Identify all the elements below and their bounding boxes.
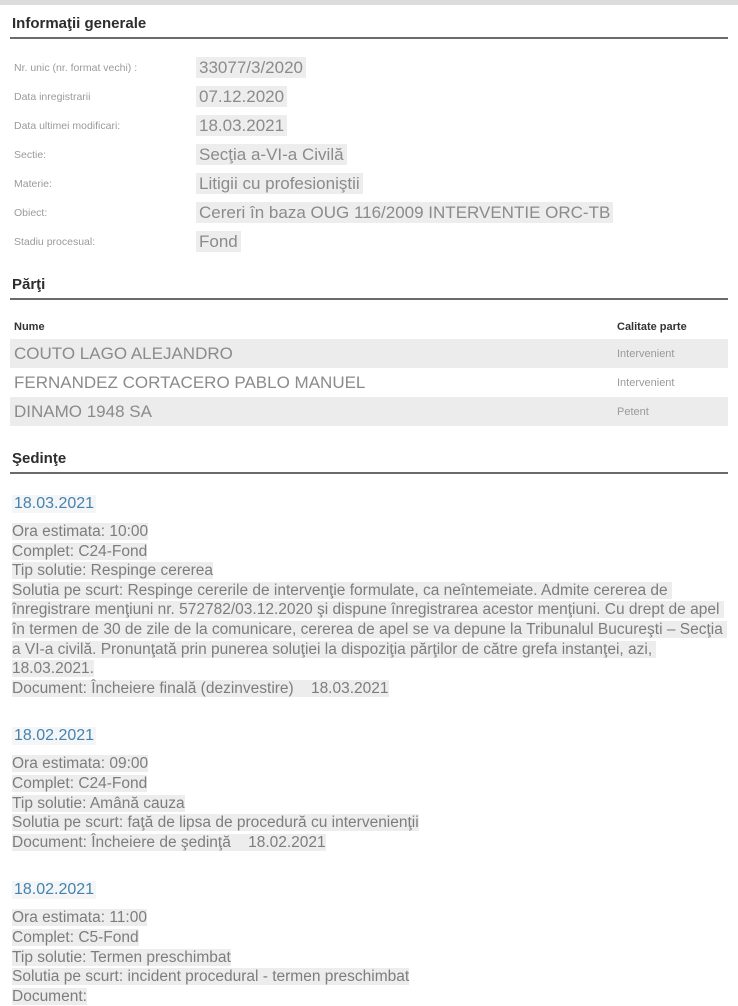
general-field-row [10, 111, 728, 140]
hearings-title: Şedinţe [10, 440, 728, 474]
party-role: Intervenient [617, 376, 675, 389]
general-field-row [10, 53, 728, 82]
general-fields [10, 39, 728, 260]
field-value: 33077/3/2020 [196, 57, 306, 78]
hearing-line [12, 679, 728, 699]
hearing-line [12, 522, 728, 542]
hearing-line [12, 542, 728, 562]
hearing-line [12, 987, 728, 1006]
hearing-details [10, 754, 728, 852]
field-label: Data inregistrarii [14, 90, 91, 103]
field-value: Cereri în baza OUG 116/2009 INTERVENTIE ORC-TB [196, 202, 613, 223]
hearing-line-text: Document: Încheiere finală (dezinvestire) 18.03.2021 [12, 679, 389, 697]
hearing-line-text: Complet: C5-Fond [12, 928, 139, 946]
hearing-line-text: Tip solutie: Termen preschimbat [12, 948, 231, 966]
hearing-line-text: Ora estimata: 11:00 [12, 909, 147, 927]
parties-table-header [10, 314, 728, 339]
general-info-title: Informaţii generale [10, 5, 728, 39]
party-name: COUTO LAGO ALEJANDRO [14, 343, 233, 363]
hearing-line-text: Document: Încheiere de şedinţă 18.02.2021 [12, 833, 326, 851]
column-header-role: Calitate parte [617, 320, 687, 333]
field-label: Materie: [14, 177, 52, 190]
general-field-row [10, 198, 728, 227]
parties-rows [10, 339, 728, 426]
hearing-line-text: Complet: C24-Fond [12, 542, 148, 560]
general-field-row [10, 82, 728, 111]
hearing-block [10, 881, 728, 1006]
field-value: 18.03.2021 [196, 115, 287, 136]
hearing-line-text: Solutia pe scurt: faţă de lipsa de procedură cu intervenienţii [12, 814, 419, 832]
hearing-line-text: Complet: C24-Fond [12, 774, 148, 792]
hearing-date-link[interactable]: 18.02.2021 [14, 881, 95, 899]
party-role: Petent [617, 405, 649, 418]
hearing-line [12, 581, 728, 679]
hearing-line [12, 833, 728, 853]
hearing-line [12, 967, 728, 987]
hearing-line-text: Ora estimata: 10:00 [12, 523, 149, 540]
hearing-details [10, 908, 728, 1006]
hearing-date-link[interactable]: 18.02.2021 [14, 727, 95, 745]
section-general-info [10, 5, 728, 260]
hearing-details [10, 522, 728, 698]
section-hearings [10, 440, 728, 1006]
hearing-line-text: Solutia pe scurt: Respinge cererile de intervenţie formulate, ca neîntemeiate. Admite cererea de înregistrare menţiuni nr. 572782/03.12.2020 şi dispune înregistrarea acestor menţiuni. Cu drept de apel în termen de 30 de zile de la comunicare, cererea de apel se va depune la Tribunalul Bucureşti – Secţia a VI-a civilă. Pronunţată prin punerea soluţiei la dispoziţia părţilor de către grefa instanţei, azi, 18.03.2021. [12, 581, 728, 678]
general-field-row [10, 227, 728, 256]
hearing-line [12, 813, 728, 833]
hearing-date-link[interactable]: 18.03.2021 [14, 495, 95, 512]
party-row [10, 368, 728, 397]
field-label: Obiect: [14, 206, 48, 219]
party-row [10, 339, 728, 368]
hearing-line-text: Tip solutie: Amână cauza [12, 794, 185, 812]
party-name: DINAMO 1948 SA [14, 401, 152, 421]
field-value: Fond [196, 231, 241, 252]
hearing-line [12, 908, 728, 928]
general-field-row [10, 169, 728, 198]
parties-title: Părţi [10, 266, 728, 300]
hearing-line-text: Tip solutie: Respinge cererea [12, 562, 214, 580]
field-value: Litigii cu profesioniştii [196, 173, 363, 194]
hearing-line [12, 948, 728, 968]
column-header-name: Nume [14, 320, 45, 333]
hearing-line [12, 774, 728, 794]
field-value: 07.12.2020 [196, 86, 287, 107]
hearing-block [10, 495, 728, 698]
field-label: Sectie: [14, 148, 47, 161]
hearing-line-text: Solutia pe scurt: incident procedural - termen preschimbat [12, 968, 410, 986]
hearings-list [10, 495, 728, 1006]
field-label: Stadiu procesual: [14, 235, 96, 248]
hearing-line [12, 561, 728, 581]
hearing-block [10, 727, 728, 852]
general-field-row [10, 140, 728, 169]
field-label: Data ultimei modificari: [14, 119, 121, 132]
hearing-line [12, 928, 728, 948]
hearing-line-text: Ora estimata: 09:00 [12, 755, 149, 773]
field-value: Secţia a-VI-a Civilă [196, 144, 347, 165]
field-label: Nr. unic (nr. format vechi) : [14, 61, 138, 74]
hearing-line [12, 754, 728, 774]
hearing-line-text: Document: [12, 987, 87, 1005]
section-parties [10, 266, 728, 426]
parties-table [10, 314, 728, 426]
party-row [10, 397, 728, 426]
party-role: Intervenient [617, 347, 675, 360]
party-name: FERNANDEZ CORTACERO PABLO MANUEL [14, 372, 366, 392]
hearing-line [12, 794, 728, 814]
